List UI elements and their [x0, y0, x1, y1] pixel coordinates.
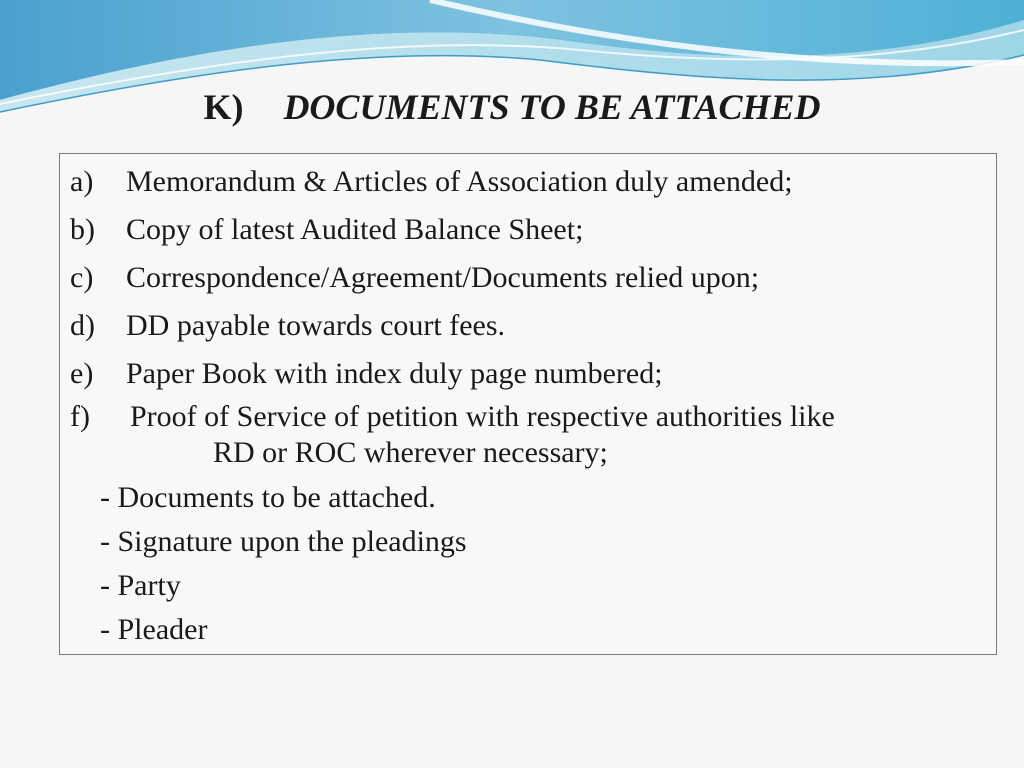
list-item-letter: f) — [70, 400, 90, 433]
heading-number: K) — [203, 87, 244, 127]
list-item-text: Correspondence/Agreement/Documents relied upon; — [126, 261, 760, 294]
sub-item: - Signature upon the pleadings — [100, 525, 467, 558]
list-item — [70, 164, 793, 200]
list-item — [70, 399, 835, 469]
list-item-letter: e) — [70, 357, 94, 390]
list-item — [70, 260, 759, 296]
heading-text: DOCUMENTS TO BE ATTACHED — [283, 87, 821, 127]
list-item-letter: d) — [70, 309, 95, 342]
list-item-text: Proof of Service of petition with respective authorities like — [130, 400, 835, 433]
sub-item: - Pleader — [100, 613, 208, 646]
list-item-letter: c) — [70, 261, 94, 294]
sub-item: - Documents to be attached. — [100, 481, 436, 514]
list-item-text: DD payable towards court fees. — [126, 309, 506, 342]
list-item-letter: a) — [70, 165, 94, 198]
list-item — [70, 356, 663, 392]
list-item-continuation: RD or ROC wherever necessary; — [213, 436, 608, 469]
list-item-letter: b) — [70, 213, 95, 246]
list-item — [70, 212, 583, 248]
list-item — [70, 308, 505, 344]
list-item-text: Paper Book with index duly page numbered; — [126, 357, 663, 390]
slide-title — [0, 84, 1024, 130]
sub-item: - Party — [100, 569, 181, 602]
list-item-text: Copy of latest Audited Balance Sheet; — [126, 213, 584, 246]
list-item-text: Memorandum & Articles of Association duly amended; — [126, 165, 793, 198]
documents-list-box — [59, 153, 997, 655]
